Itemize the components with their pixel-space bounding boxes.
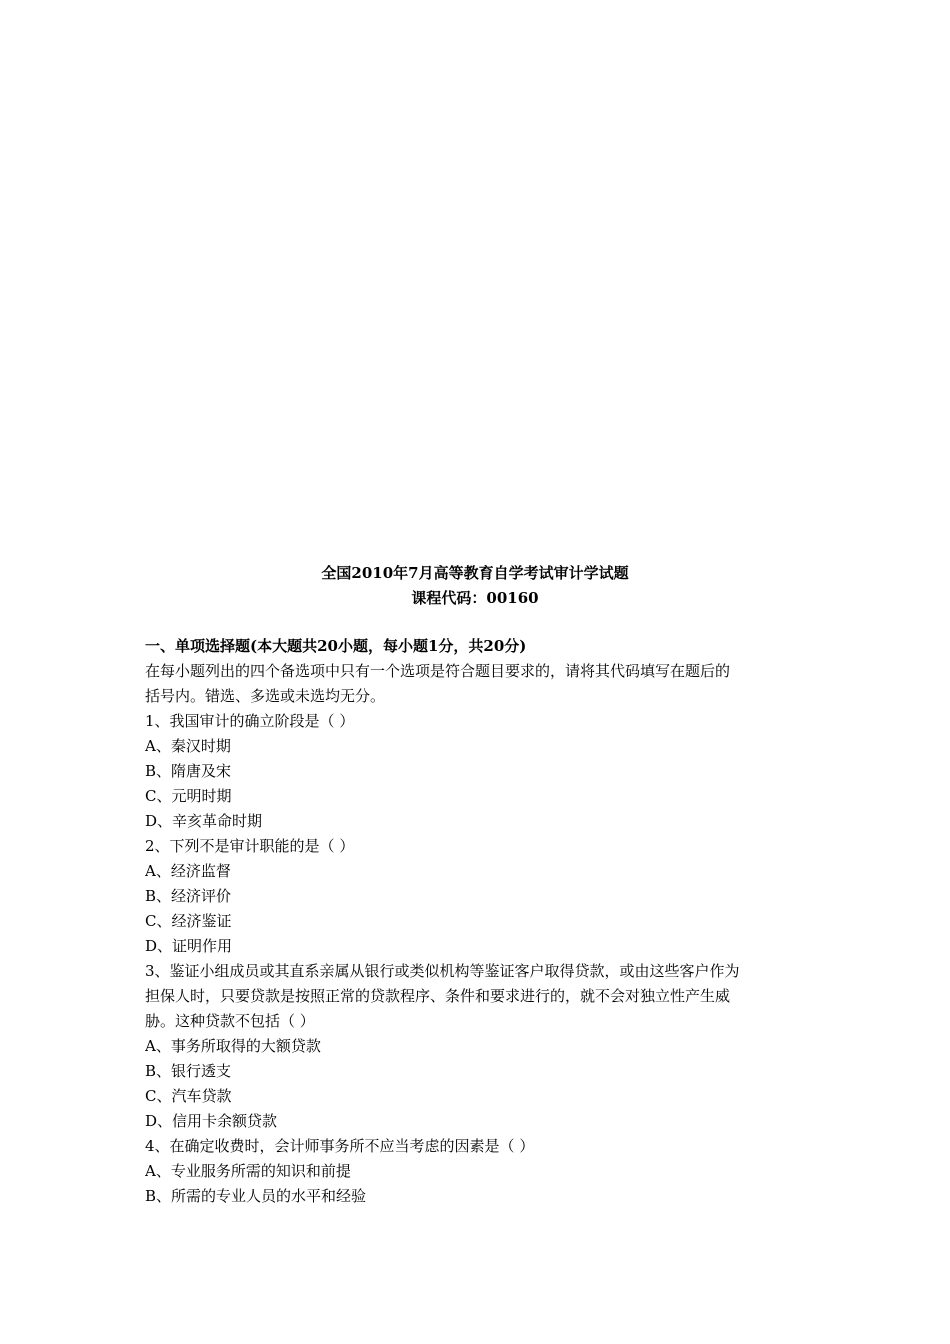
question-option: A、专业服务所需的知识和前提 — [145, 1162, 351, 1180]
title-block — [0, 561, 950, 611]
question-stem: 3、鉴证小组成员或其直系亲属从银行或类似机构等鉴证客户取得贷款，或由这些客户作为 — [145, 962, 740, 980]
section-heading: 一、单项选择题(本大题共20小题，每小题1分，共20分) — [145, 637, 527, 655]
question-option: B、所需的专业人员的水平和经验 — [145, 1187, 367, 1205]
question-stem: 4、在确定收费时，会计师事务所不应当考虑的因素是（ ） — [145, 1137, 535, 1155]
question-option: C、元明时期 — [145, 787, 232, 805]
question-1 — [145, 709, 815, 834]
question-stem: 胁。这种贷款不包括（ ） — [145, 1012, 315, 1030]
instruction-line: 括号内。错选、多选或未选均无分。 — [145, 687, 386, 705]
question-stem: 2、下列不是审计职能的是（ ） — [145, 837, 355, 855]
question-4 — [145, 1134, 815, 1209]
document-title: 全国2010年7月高等教育自学考试审计学试题 — [321, 564, 629, 582]
question-option: B、经济评价 — [145, 887, 232, 905]
exam-content — [145, 634, 815, 1209]
question-option: A、事务所取得的大额贷款 — [145, 1037, 321, 1055]
question-option: D、信用卡余额贷款 — [145, 1112, 278, 1130]
question-2 — [145, 834, 815, 959]
instruction-line: 在每小题列出的四个备选项中只有一个选项是符合题目要求的，请将其代码填写在题后的 — [145, 662, 731, 680]
question-stem: 担保人时，只要贷款是按照正常的贷款程序、条件和要求进行的，就不会对独立性产生威 — [145, 987, 731, 1005]
question-option: C、汽车贷款 — [145, 1087, 232, 1105]
question-option: A、秦汉时期 — [145, 737, 231, 755]
question-option: C、经济鉴证 — [145, 912, 232, 930]
question-3 — [145, 959, 815, 1134]
question-stem: 1、我国审计的确立阶段是（ ） — [145, 712, 355, 730]
question-option: A、经济监督 — [145, 862, 231, 880]
course-code: 课程代码：00160 — [411, 589, 539, 607]
question-option: B、隋唐及宋 — [145, 762, 232, 780]
question-option: D、证明作用 — [145, 937, 233, 955]
question-option: B、银行透支 — [145, 1062, 232, 1080]
question-option: D、辛亥革命时期 — [145, 812, 263, 830]
